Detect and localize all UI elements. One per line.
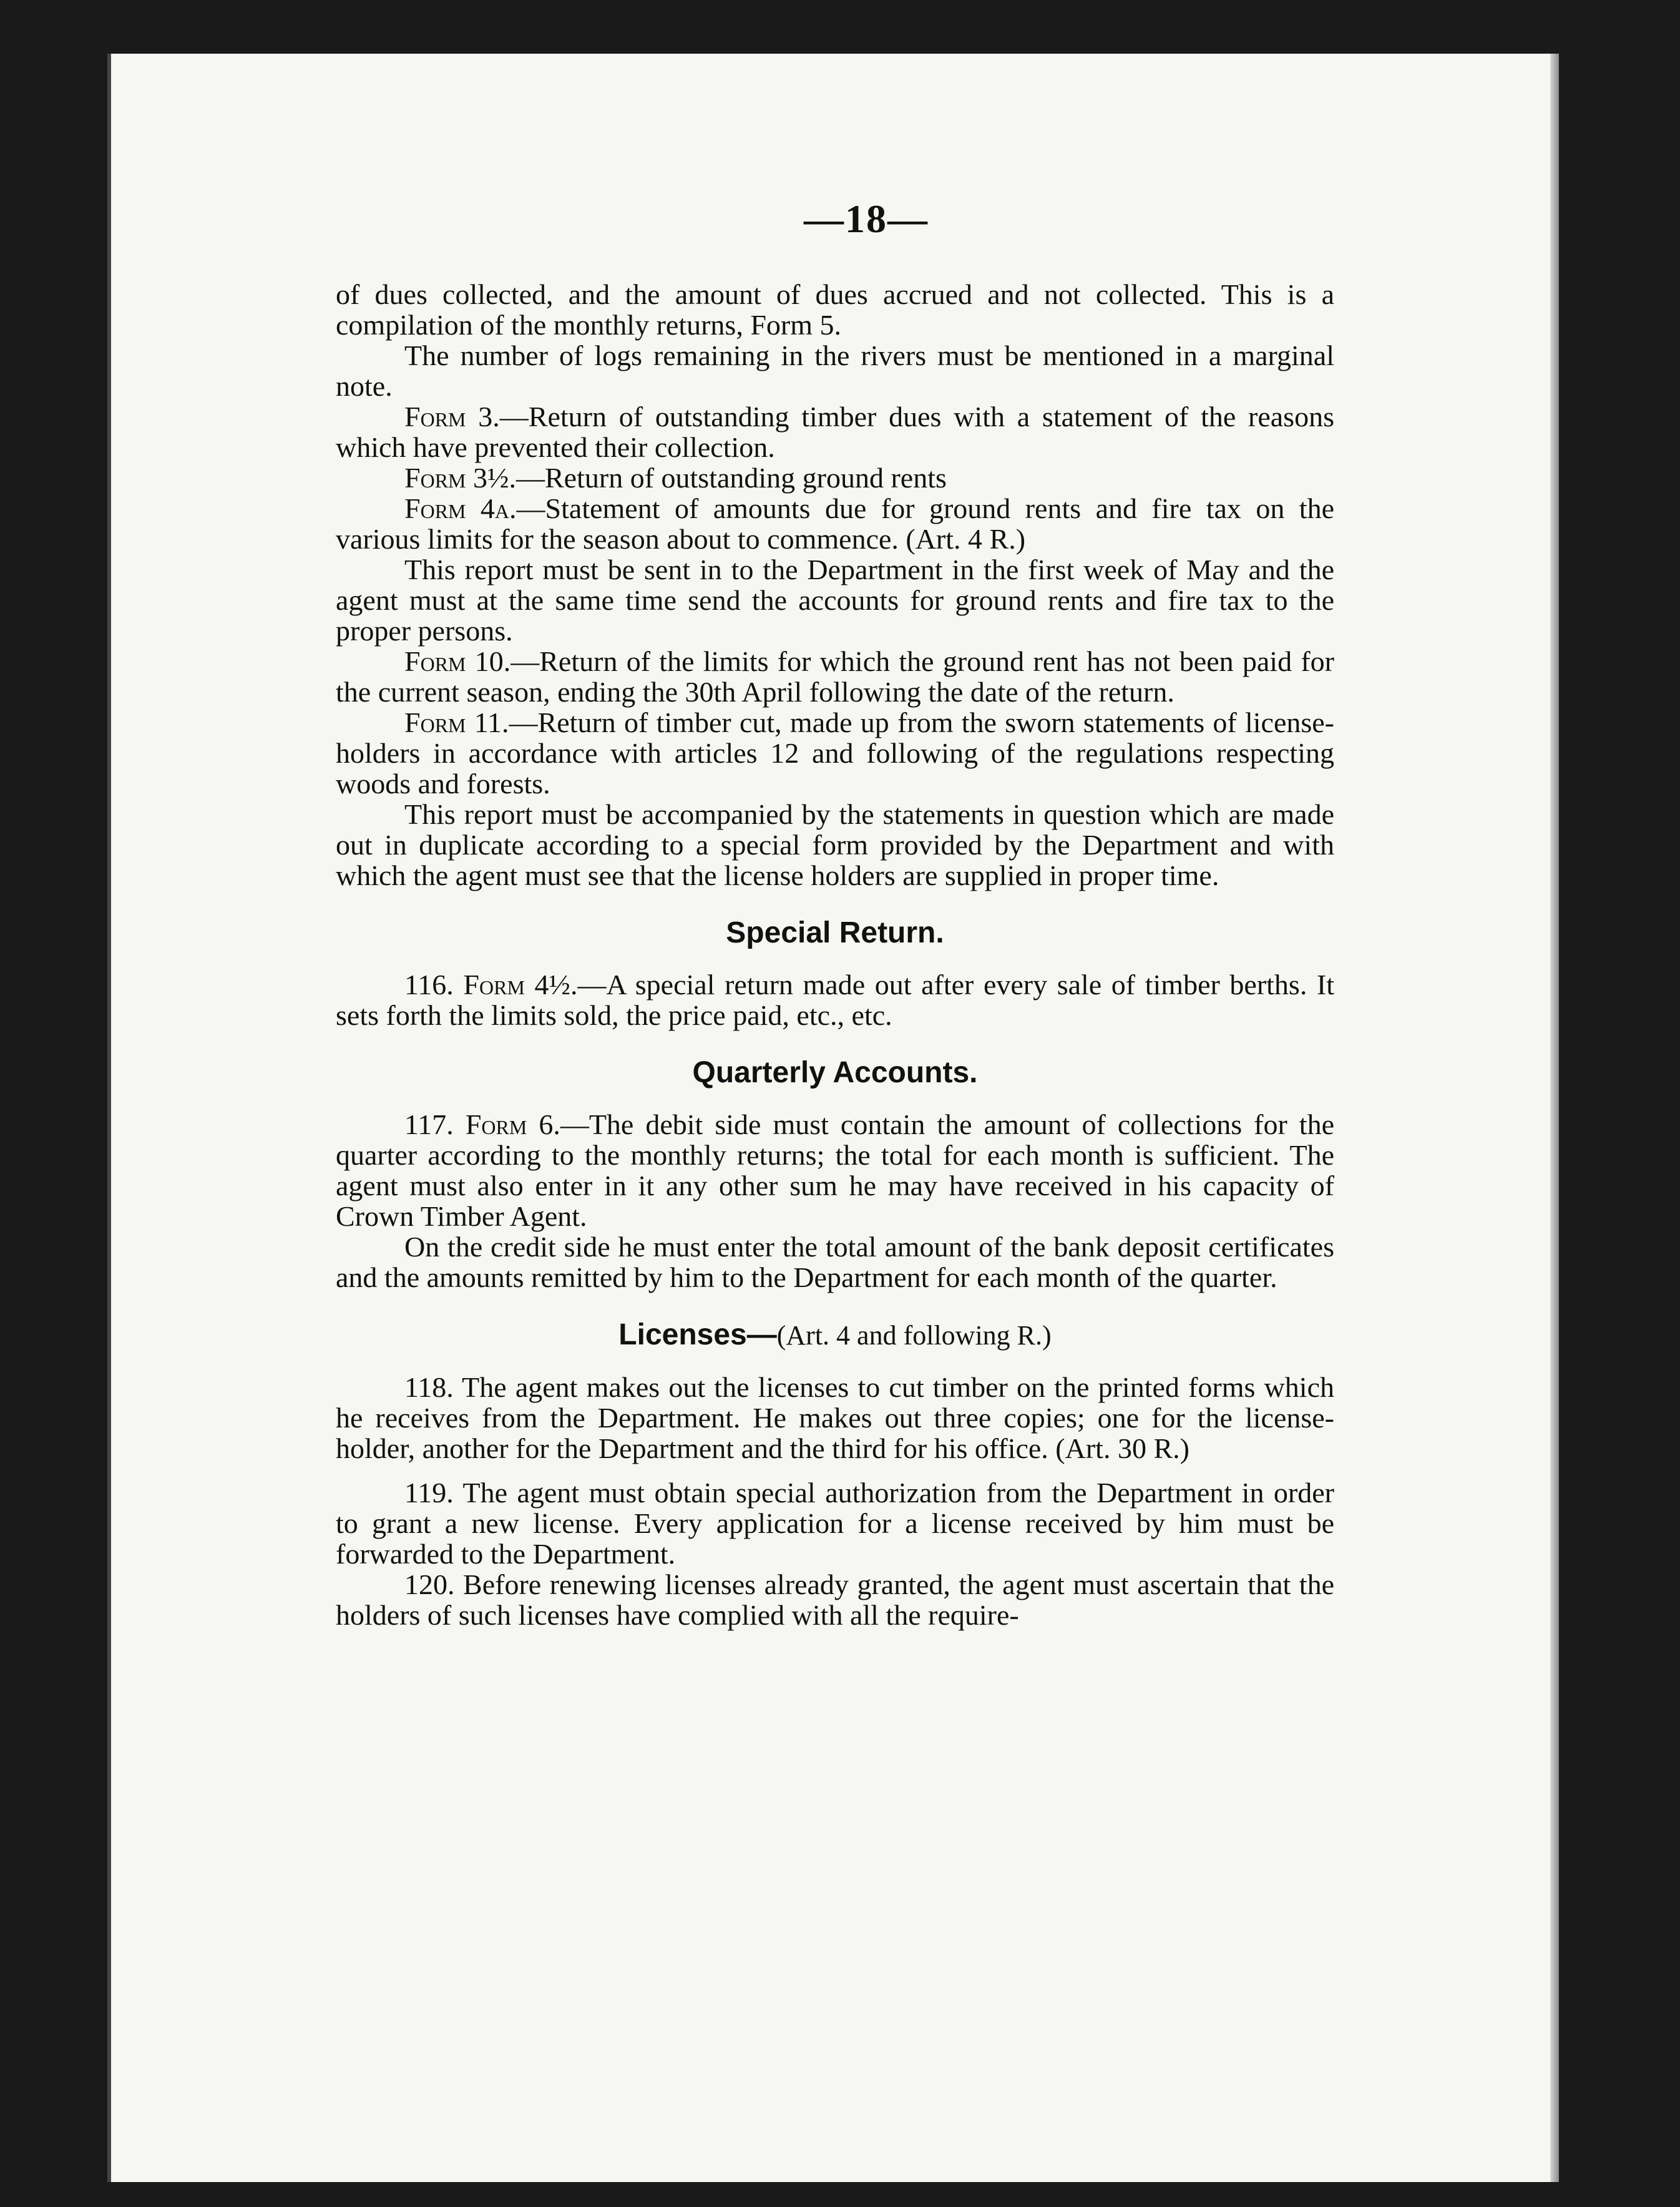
paragraph-credit-side: On the credit side he must enter the total amount of the bank deposit certificates and the amounts remitted by him to the Department for each month of the quarter. <box>336 1231 1334 1293</box>
form-label: Form 4a. <box>404 492 517 524</box>
heading-licenses-title: Licenses— <box>618 1318 777 1351</box>
paragraph-form-11 <box>336 707 1334 799</box>
page-text <box>336 197 1335 1631</box>
paragraph-116 <box>336 969 1334 1030</box>
document-page <box>107 54 1559 2182</box>
heading-licenses <box>336 1318 1334 1353</box>
form-description: —Return of outstanding timber dues with a statement of the reasons which have prevented their collection. <box>336 401 1334 463</box>
form-label: Form 10. <box>404 645 511 677</box>
heading-special-return: Special Return. <box>726 916 944 949</box>
heading-licenses-reference: (Art. 4 and following R.) <box>776 1320 1052 1351</box>
form-label: Form 6. <box>465 1108 560 1140</box>
page-number: —18— <box>804 197 929 241</box>
heading-quarterly-accounts: Quarterly Accounts. <box>692 1056 978 1089</box>
form-description: —Return of outstanding ground rents <box>516 462 947 494</box>
article-number: 118. <box>404 1371 454 1403</box>
form-label: Form 3½. <box>404 462 516 494</box>
form-label: Form 4½. <box>463 969 578 1001</box>
paragraph-form-3-half <box>336 462 1334 493</box>
form-description: —A special return made out after every sale of timber berths. It sets forth the limits sold, the price paid, etc., etc. <box>336 969 1335 1031</box>
paragraph-form-4a <box>336 493 1334 554</box>
paragraph-dues-collected: of dues collected, and the amount of dues accrued and not collected. This is a compilation of the monthly returns, Form 5. <box>336 278 1334 341</box>
article-number: 117. <box>404 1108 454 1140</box>
paragraph-118 <box>336 1372 1334 1464</box>
article-number: 119. <box>404 1477 454 1509</box>
paragraph-117 <box>336 1109 1334 1231</box>
article-text: The agent must obtain special authorization from the Department in order to grant a new license. Every application for a license received by him must be forwarded to the Department. <box>336 1477 1334 1570</box>
paragraph-report-may: This report must be sent in to the Department in the first week of May and the agent must at the same time send the accounts for ground rents and fire tax to the proper persons. <box>336 554 1334 647</box>
form-description: —Return of timber cut, made up from the sworn statements of license-holders in accordance with articles 12 and following of the regulations respecting woods and forests. <box>336 707 1334 800</box>
article-number: 116. <box>404 969 454 1001</box>
paragraph-form-3 <box>336 401 1334 462</box>
form-label: Form 3. <box>404 401 500 433</box>
form-description: —Return of the limits for which the ground rent has not been paid for the current season, ending the 30th April following the date of the return. <box>336 645 1334 708</box>
paragraph-119 <box>336 1477 1334 1569</box>
form-label: Form 11. <box>404 707 509 738</box>
paragraph-120 <box>336 1569 1334 1630</box>
form-description: —The debit side must contain the amount of collections for the quarter according to the monthly returns; the total for each month is sufficient. The agent must also enter in it any other sum he may have received in his capacity of Crown Timber Agent. <box>336 1108 1334 1232</box>
form-description: —Statement of amounts due for ground rents and fire tax on the various limits for the season about to commence. (Art. 4 R.) <box>336 492 1334 555</box>
article-number: 120. <box>404 1568 455 1600</box>
paragraph-form-10 <box>336 646 1334 707</box>
paragraph-logs-remaining: The number of logs remaining in the rivers must be mentioned in a marginal note. <box>336 340 1334 402</box>
paragraph-accompanied: This report must be accompanied by the statements in question which are made out in duplicate according to a special form provided by the Department and with which the agent must see that the license holders are supplied in proper time. <box>336 798 1334 891</box>
article-text: Before renewing licenses already granted, the agent must ascertain that the holders of such licenses have complied with all the require- <box>336 1568 1334 1631</box>
article-text: The agent makes out the licenses to cut timber on the printed forms which he receives from the Department. He makes out three copies; one for the license-holder, another for the Department and the third for his office. (Art. 30 R.) <box>336 1371 1334 1464</box>
